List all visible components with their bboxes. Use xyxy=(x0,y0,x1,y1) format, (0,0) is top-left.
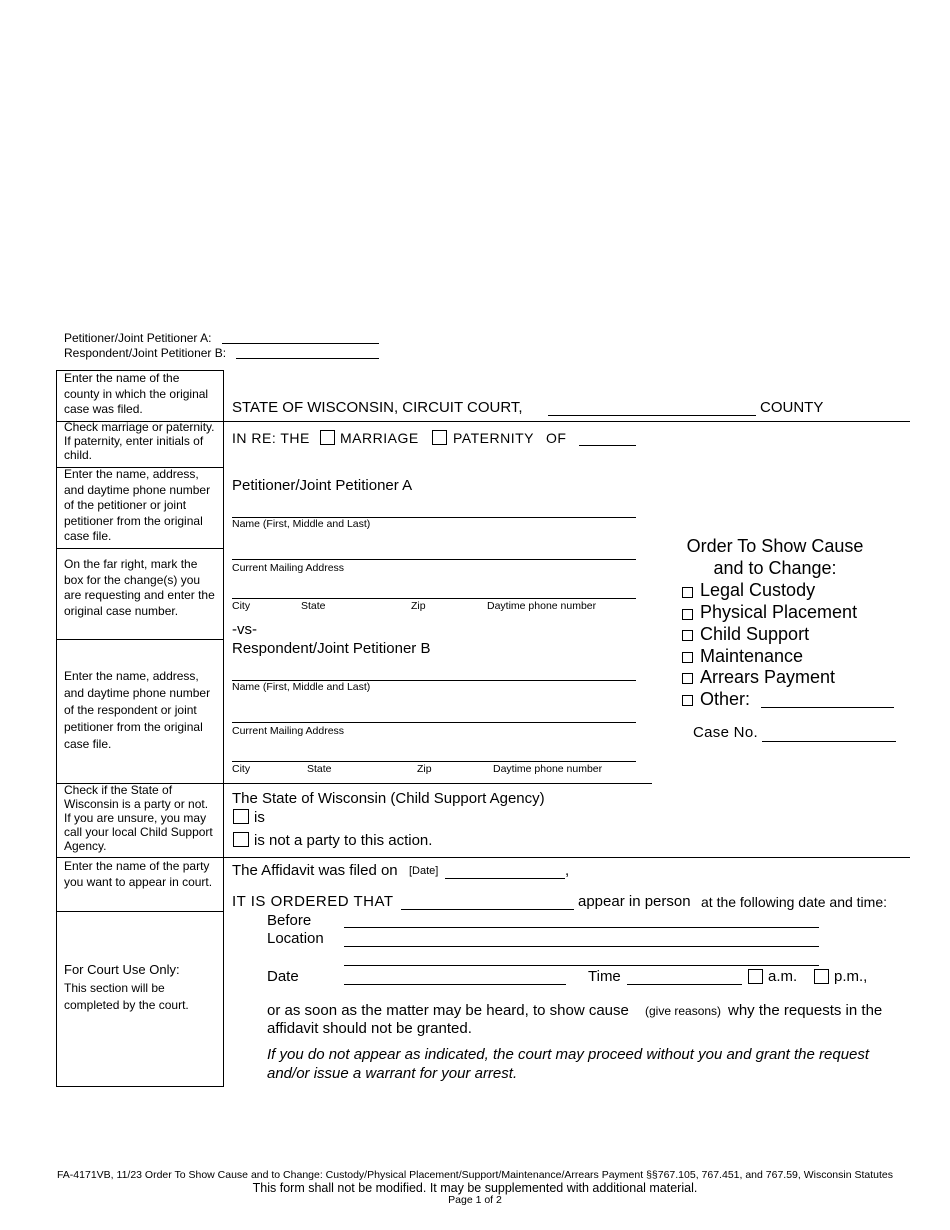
respondent-city-label: City xyxy=(232,763,251,775)
show-cause-text-3: affidavit should not be granted. xyxy=(267,1020,472,1037)
respondent-city-field[interactable] xyxy=(232,761,636,762)
arrears-payment-label: Arrears Payment xyxy=(700,667,836,687)
affidavit-comma: , xyxy=(565,862,570,879)
appear-label-1: appear in person xyxy=(578,893,691,910)
show-cause-text-1: or as soon as the matter may be heard, to show cause xyxy=(267,1002,629,1019)
legal-custody-label: Legal Custody xyxy=(700,580,816,600)
respondent-b-label: Respondent/Joint Petitioner B: xyxy=(64,346,227,360)
petitioner-city-field[interactable] xyxy=(232,598,636,599)
state-is-not-label: is not a party to this action. xyxy=(254,832,433,849)
am-checkbox[interactable] xyxy=(748,969,763,984)
hint-party: Enter the name of the party you want to appear in court. xyxy=(64,859,213,889)
form-id: FA-4171VB, 11/23 Order To Show Cause and to Change: Custody/Physical Placement/Support/Maintenance/Arrears Payment §§767.105, 767.451, and 767.59, Wisconsin Statutes xyxy=(56,1169,894,1181)
affidavit-label: The Affidavit was filed on xyxy=(232,862,398,879)
other-checkbox[interactable] xyxy=(682,695,693,706)
caption-divider xyxy=(224,421,910,422)
footer-notice: This form shall not be modified. It may be supplemented with additional material. xyxy=(252,1181,698,1195)
respondent-address-field[interactable] xyxy=(232,722,636,723)
paternity-label: PATERNITY xyxy=(453,430,534,446)
paternity-checkbox[interactable] xyxy=(432,430,447,445)
petitioner-zip-label: Zip xyxy=(411,600,426,612)
respondent-b-field[interactable] xyxy=(236,358,379,359)
other-label: Other: xyxy=(700,689,751,709)
time-label: Time xyxy=(588,968,621,985)
respondent-zip-label: Zip xyxy=(417,763,432,775)
maintenance-label: Maintenance xyxy=(700,646,804,666)
court-use-title: For Court Use Only: xyxy=(64,962,180,977)
ordered-label: IT IS ORDERED THAT xyxy=(232,893,394,910)
am-label: a.m. xyxy=(768,968,798,985)
child-initials-field[interactable] xyxy=(579,445,636,446)
petitioner-a-field[interactable] xyxy=(222,343,379,344)
respondent-address-label: Current Mailing Address xyxy=(232,725,345,737)
physical-placement-checkbox[interactable] xyxy=(682,609,693,620)
petitioner-a-label: Petitioner/Joint Petitioner A: xyxy=(64,331,212,345)
hint-state: Check if the State of Wisconsin is a party or not. If you are unsure, you may call your local Child Support Agency. xyxy=(64,783,213,853)
county-label: COUNTY xyxy=(760,399,824,416)
in-re-label: IN RE: THE xyxy=(232,430,310,446)
child-support-label: Child Support xyxy=(700,624,810,644)
county-field[interactable] xyxy=(548,415,756,416)
other-field[interactable] xyxy=(761,707,894,708)
location-field[interactable] xyxy=(344,946,819,947)
physical-placement-label: Physical Placement xyxy=(700,602,858,622)
give-reasons-label: (give reasons) xyxy=(645,1004,722,1018)
hearing-time-field[interactable] xyxy=(627,984,742,985)
state-is-not-checkbox[interactable] xyxy=(233,832,249,847)
warning-text: If you do not appear as indicated, the court may proceed without you and grant the request and/or issue a warrant for your arrest. xyxy=(267,1046,870,1082)
order-title-2: and to Change: xyxy=(713,558,837,578)
petitioner-city-label: City xyxy=(232,600,251,612)
of-label: OF xyxy=(546,430,567,446)
court-caption: STATE OF WISCONSIN, CIRCUIT COURT, xyxy=(232,399,523,416)
state-is-label: is xyxy=(254,809,265,826)
hint-changes: On the far right, mark the box for the change(s) you are requesting and enter the original case number. xyxy=(64,557,215,618)
state-party-text: The State of Wisconsin (Child Support Agency) xyxy=(232,790,545,807)
petitioner-heading: Petitioner/Joint Petitioner A xyxy=(232,477,413,494)
party-field[interactable] xyxy=(401,909,574,910)
petitioner-address-field[interactable] xyxy=(232,559,636,560)
date-label: Date xyxy=(267,968,299,985)
order-title-1: Order To Show Cause xyxy=(686,536,864,556)
state-divider xyxy=(224,857,910,858)
respondent-state-label: State xyxy=(307,763,332,775)
petitioner-address-label: Current Mailing Address xyxy=(232,562,345,574)
respondent-name-label: Name (First, Middle and Last) xyxy=(232,681,371,693)
date-hint: [Date] xyxy=(409,865,439,877)
child-support-checkbox[interactable] xyxy=(682,630,693,641)
location-field-2[interactable] xyxy=(344,965,819,966)
pm-label: p.m., xyxy=(834,968,868,985)
hint-respondent: Enter the name, address, and daytime phone number of the respondent or joint petitioner from the original case file. xyxy=(64,669,211,751)
hint-marriage: Check marriage or paternity. If paternity, enter initials of child. xyxy=(64,420,215,462)
page-number: Page 1 of 2 xyxy=(448,1194,502,1206)
location-label: Location xyxy=(267,930,324,947)
hearing-date-field[interactable] xyxy=(344,984,566,985)
marriage-checkbox[interactable] xyxy=(320,430,335,445)
hint-petitioner: Enter the name, address, and daytime phone number of the petitioner or joint petitioner from the original case file. xyxy=(64,467,211,543)
affidavit-date-field[interactable] xyxy=(445,878,565,879)
petitioner-phone-label: Daytime phone number xyxy=(487,600,597,612)
court-use-text: This section will be completed by the court. xyxy=(64,981,189,1012)
arrears-payment-checkbox[interactable] xyxy=(682,673,693,684)
respondent-phone-label: Daytime phone number xyxy=(493,763,603,775)
before-label: Before xyxy=(267,912,312,929)
hint-county: Enter the name of the county in which the original case was filed. xyxy=(64,371,209,416)
marriage-label: MARRIAGE xyxy=(340,430,419,446)
case-no-label: Case No. xyxy=(693,724,758,741)
appear-label-2: at the following date and time: xyxy=(701,894,888,910)
petitioner-state-label: State xyxy=(301,600,326,612)
petitioner-name-label: Name (First, Middle and Last) xyxy=(232,518,371,530)
case-no-field[interactable] xyxy=(762,741,896,742)
maintenance-checkbox[interactable] xyxy=(682,652,693,663)
respondent-heading: Respondent/Joint Petitioner B xyxy=(232,640,431,657)
vs-label: -vs- xyxy=(232,621,257,638)
legal-custody-checkbox[interactable] xyxy=(682,587,693,598)
show-cause-text-2: why the requests in the xyxy=(728,1002,883,1019)
pm-checkbox[interactable] xyxy=(814,969,829,984)
state-is-checkbox[interactable] xyxy=(233,809,249,824)
respondent-divider xyxy=(224,783,652,784)
before-field[interactable] xyxy=(344,927,819,928)
